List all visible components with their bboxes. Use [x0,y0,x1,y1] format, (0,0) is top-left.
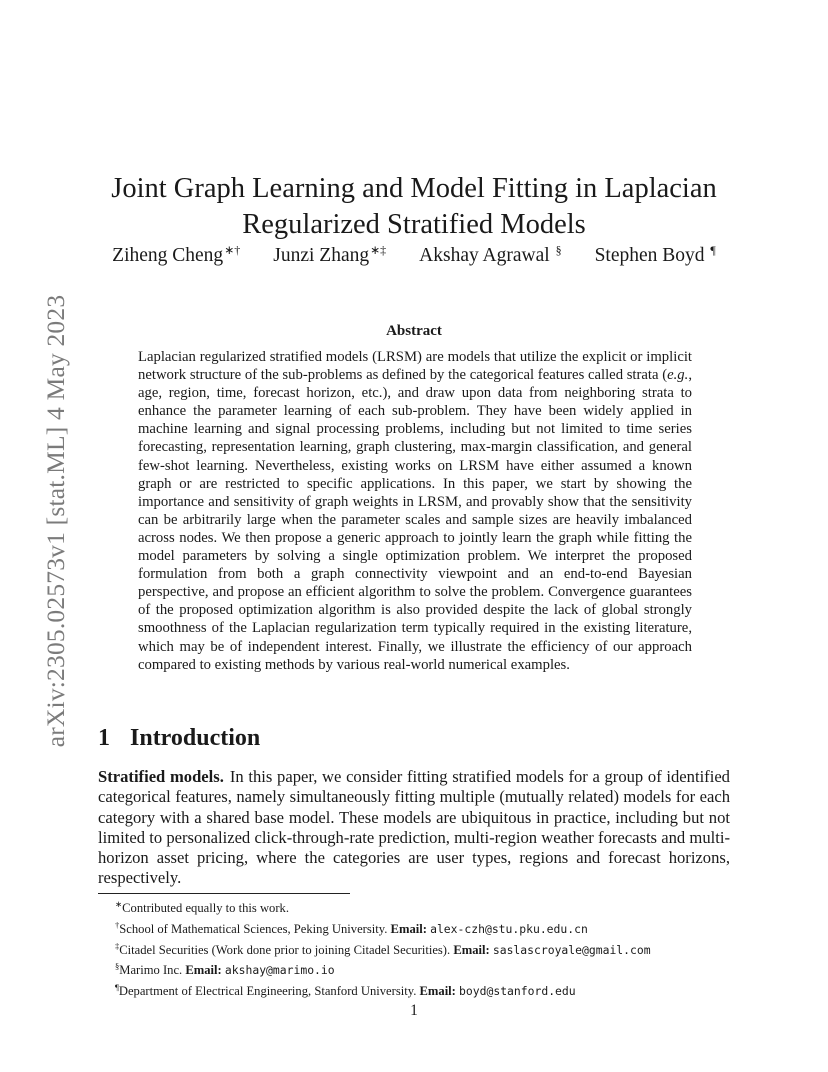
author-mark: ∗† [224,243,241,257]
title-line-2: Regularized Stratified Models [242,209,586,241]
footnote: ∗Contributed equally to this work. [115,899,289,915]
footnote: †School of Mathematical Sciences, Peking University. Email: alex-czh@stu.pku.edu.cn [115,919,588,936]
footnotes [98,896,758,1000]
footnote: ¶Department of Electrical Engineering, Stanford University. Email: boyd@stanford.edu [115,982,576,999]
author-mark: ¶ [710,243,716,257]
email-address: boyd@stanford.edu [459,984,576,999]
section-heading [98,725,260,752]
page-number: 1 [410,1002,418,1019]
paragraph-lead: Stratified models. [98,767,224,786]
email-address: saslascroyale@gmail.com [492,942,651,957]
author: Akshay Agrawal § [419,243,562,266]
footnote: ‡Citadel Securities (Work done prior to joining Citadel Securities). Email: saslascroyale@gmail.com [115,940,651,957]
email-address: alex-czh@stu.pku.edu.cn [430,921,588,936]
abstract-heading: Abstract [386,323,442,339]
author-mark: § [555,243,562,257]
author: Ziheng Cheng∗† [112,243,241,266]
paper-title [98,171,730,243]
title-line-1: Joint Graph Learning and Model Fitting in Laplacian [111,173,717,205]
section-number: 1 [98,725,110,751]
footnote: §Marimo Inc. Email: akshay@marimo.io [115,961,335,978]
section-title: Introduction [130,725,261,751]
author-mark: ∗‡ [370,243,387,257]
author-list [98,243,730,267]
author: Stephen Boyd ¶ [594,243,716,266]
footnote-rule [98,893,350,894]
abstract-text: Laplacian regularized stratified models (LRSM) are models that utilize the explicit or implicit network structure of the sub-problems as defined by the categorical features called strata (e.g., age, region, time, forecast horizon, etc.), and draw upon data from neighboring strata to enhance the parameter learning of each sub-problem. They have been widely applied in machine learning and signal processing problems, including but not limited to time series forecasting, representation learning, graph clustering, max-margin classification, and general few-shot learning. Nevertheless, existing works on LRSM have either assumed a known graph or are restricted to specific applications. In this paper, we start by showing the importance and sensitivity of graph weights in LRSM, and provably show that the sensitivity can be arbitrarily large when the parameter scales and sample sizes are heavily imbalanced across nodes. We then propose a generic approach to jointly learn the graph while fitting the model parameters by solving a single optimization problem. We interpret the proposed formulation from both a graph connectivity viewpoint and an end-to-end Bayesian perspective, and propose an efficient algorithm to solve the problem. Convergence guarantees of the proposed optimization algorithm is also provided despite the lack of global strongly smoothness of the Laplacian regularization term typically required in the existing literature, which may be of independent interest. Finally, we illustrate the efficiency of our approach compared to existing methods by various real-world numerical examples. [138,349,692,673]
intro-paragraph: Stratified models. In this paper, we consider fitting stratified models for a group of identified categorical features, namely simultaneously fitting multiple (mutually related) models for each category with a shared base model. These models are ubiquitous in practice, including but not limited to personalized click-through-rate prediction, multi-region weather forecasts and multi-horizon asset pricing, where the categories are user types, regions and forecast horizons, respectively. [98,767,730,888]
email-address: akshay@marimo.io [224,963,335,978]
arxiv-identifier: arXiv:2305.02573v1 [stat.ML] 4 May 2023 [41,294,70,748]
author: Junzi Zhang∗‡ [273,243,387,266]
